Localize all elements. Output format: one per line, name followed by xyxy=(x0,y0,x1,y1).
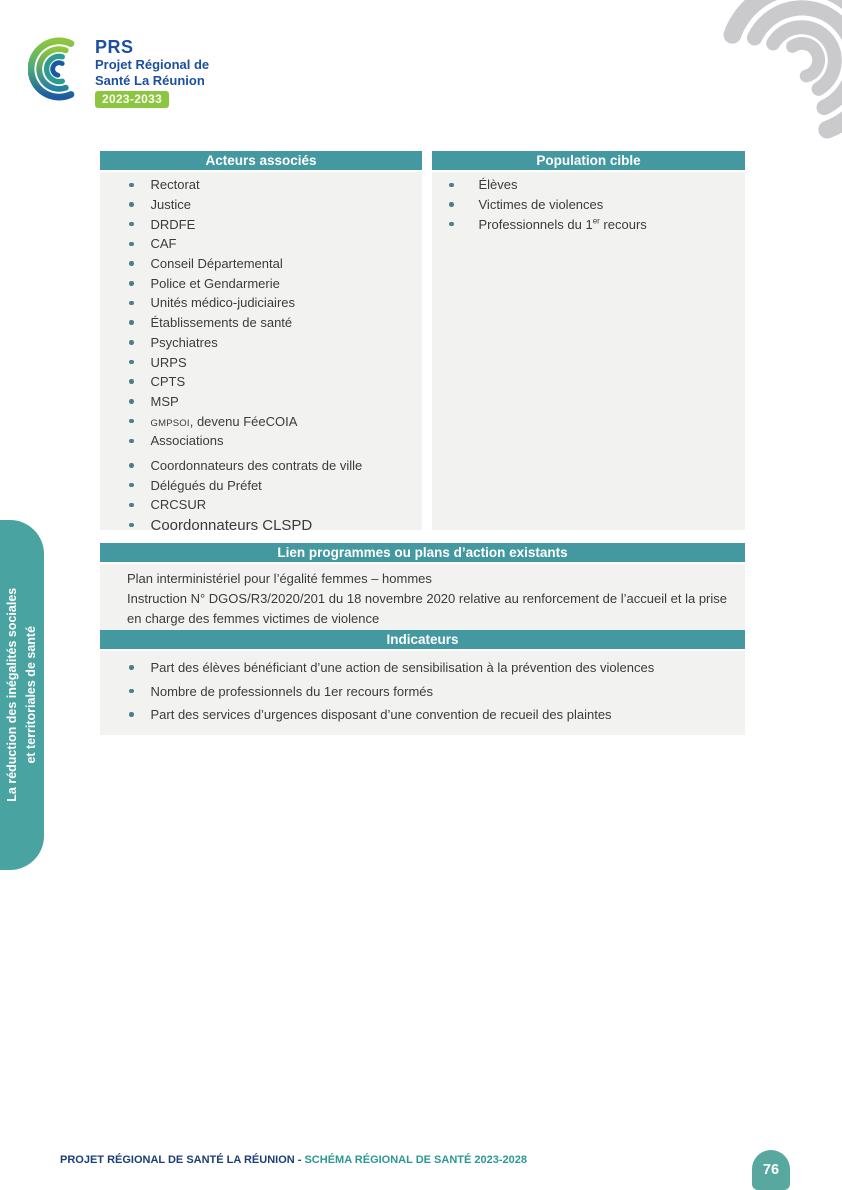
prs-logo-arcs-icon xyxy=(28,30,90,108)
bullet-icon xyxy=(129,523,134,528)
bullet-icon xyxy=(129,439,134,444)
list-item-label: CPTS xyxy=(150,374,186,390)
bullet-icon xyxy=(129,222,134,227)
list-item xyxy=(100,392,422,412)
gmpsoi-acronym: GMPSOI xyxy=(150,417,190,429)
bullet-icon xyxy=(129,503,134,508)
list-item-label: CRCSUR xyxy=(150,497,207,513)
list-item-label: Établissements de santé xyxy=(150,315,293,331)
list-item xyxy=(100,214,422,234)
list-item xyxy=(100,313,422,333)
professionnels-suffix: recours xyxy=(599,216,647,232)
bullet-icon xyxy=(129,399,134,404)
population-header: Population cible xyxy=(432,151,745,170)
list-item xyxy=(100,475,422,495)
logo-acronym: PRS xyxy=(95,37,134,57)
list-item-label: Justice xyxy=(150,197,191,213)
population-body xyxy=(432,172,745,530)
list-item xyxy=(100,234,422,254)
sidebar-tab xyxy=(0,520,44,870)
list-item-label: Délégués du Préfet xyxy=(150,477,262,493)
lien-line1: Plan interministériel pour l’égalité femmes – hommes xyxy=(127,571,432,586)
prs-logo-text xyxy=(95,30,209,108)
page-number-badge xyxy=(752,1150,790,1190)
lien-body xyxy=(100,564,745,637)
bullet-icon xyxy=(449,202,454,207)
list-item-label: Police et Gendarmerie xyxy=(150,275,280,291)
bullet-icon xyxy=(129,463,134,468)
bullet-icon xyxy=(129,261,134,266)
bullet-icon xyxy=(129,379,134,384)
list-item xyxy=(100,656,745,679)
list-item xyxy=(100,431,422,451)
lien-paragraph: Instruction N° DGOS/R3/2020/201 du 18 novembre 2020 relative au renforcement de l’accueil et la prise en charge des femmes victimes de violence xyxy=(127,590,727,626)
list-item xyxy=(100,333,422,353)
bullet-icon xyxy=(129,483,134,488)
bullet-icon xyxy=(129,419,134,424)
list-item-label: Psychiatres xyxy=(150,334,218,350)
section-lien-programmes xyxy=(100,543,745,637)
gmpsoi-rest: , devenu FéeCOIA xyxy=(189,413,298,429)
prs-logo xyxy=(28,30,209,108)
footer-document-title: PROJET RÉGIONAL DE SANTÉ LA RÉUNION - xyxy=(60,1154,305,1166)
list-item-label: Rectorat xyxy=(150,177,200,193)
bullet-icon xyxy=(129,301,134,306)
list-item-label: Unités médico-judiciaires xyxy=(150,295,295,311)
list-item xyxy=(100,175,422,195)
list-item xyxy=(100,372,422,392)
bullet-icon xyxy=(129,242,134,247)
bullet-icon xyxy=(129,340,134,345)
list-item xyxy=(100,352,422,372)
list-item xyxy=(100,495,422,515)
list-item-label: Part des services d’urgences disposant d’une convention de recueil des plaintes xyxy=(150,706,612,722)
list-item-label: Conseil Départemental xyxy=(150,256,283,272)
sidebar-tab-inner xyxy=(0,520,44,870)
list-item-label: MSP xyxy=(150,393,179,409)
sidebar-tab-line2: et territoriales de santé xyxy=(24,626,38,764)
bullet-icon xyxy=(129,689,134,694)
list-item-label: URPS xyxy=(150,354,187,370)
logo-subtitle-line2: Santé La Réunion xyxy=(95,72,205,88)
logo-subtitle-line1: Projet Régional de xyxy=(95,57,210,72)
bullet-icon xyxy=(129,183,134,188)
acteurs-body xyxy=(100,172,422,534)
list-item-label xyxy=(151,414,298,429)
lien-header: Lien programmes ou plans d’action existants xyxy=(100,543,745,562)
bullet-icon xyxy=(449,183,454,188)
professionnels-sup: er xyxy=(592,216,600,226)
list-item-label: Coordonnateurs CLSPD xyxy=(150,516,313,534)
list-item-label: Associations xyxy=(150,433,224,449)
page-number: 76 xyxy=(762,1162,780,1178)
section-indicateurs xyxy=(100,630,745,735)
list-item-label: Élèves xyxy=(478,177,518,193)
bullet-icon xyxy=(129,202,134,207)
actors-population-table xyxy=(100,151,745,534)
list-item xyxy=(100,293,422,313)
list-item xyxy=(100,703,745,726)
sidebar-tab-text xyxy=(3,588,41,802)
bullet-icon xyxy=(129,360,134,365)
column-population xyxy=(432,151,745,530)
list-item xyxy=(100,254,422,274)
list-item xyxy=(100,456,422,476)
bullet-icon xyxy=(129,712,134,717)
column-acteurs xyxy=(100,151,422,534)
list-item-label: Part des élèves bénéficiant d’une action de sensibilisation à la prévention des violences xyxy=(150,660,655,676)
list-item xyxy=(100,515,422,536)
indicateurs-body xyxy=(100,651,745,735)
list-item xyxy=(100,195,422,215)
list-item-label: DRDFE xyxy=(150,216,196,232)
professionnels-prefix: Professionnels du 1 xyxy=(478,216,593,232)
list-item xyxy=(100,679,745,702)
footer xyxy=(60,1154,527,1166)
sidebar-tab-line1: La réduction des inégalités sociales xyxy=(5,588,20,802)
list-item-label: Coordonnateurs des contrats de ville xyxy=(150,457,363,473)
indicateurs-header: Indicateurs xyxy=(100,630,745,649)
bullet-icon xyxy=(449,222,454,227)
list-item-professionnels xyxy=(432,214,745,234)
list-item-label: CAF xyxy=(150,236,177,252)
list-item xyxy=(100,273,422,293)
acteurs-header: Acteurs associés xyxy=(100,151,422,170)
list-item-gmpsoi xyxy=(100,411,422,431)
list-item xyxy=(432,195,745,215)
logo-years-badge: 2023-2033 xyxy=(95,91,169,108)
bullet-icon xyxy=(129,281,134,286)
list-item-label: Victimes de violences xyxy=(478,197,604,213)
bullet-icon xyxy=(129,665,134,670)
list-item-label: Nombre de professionnels du 1er recours formés xyxy=(150,683,434,699)
list-item-label xyxy=(479,217,647,232)
footer-schema-title: SCHÉMA RÉGIONAL DE SANTÉ 2023-2028 xyxy=(304,1154,527,1166)
bullet-icon xyxy=(129,320,134,325)
list-item xyxy=(432,175,745,195)
